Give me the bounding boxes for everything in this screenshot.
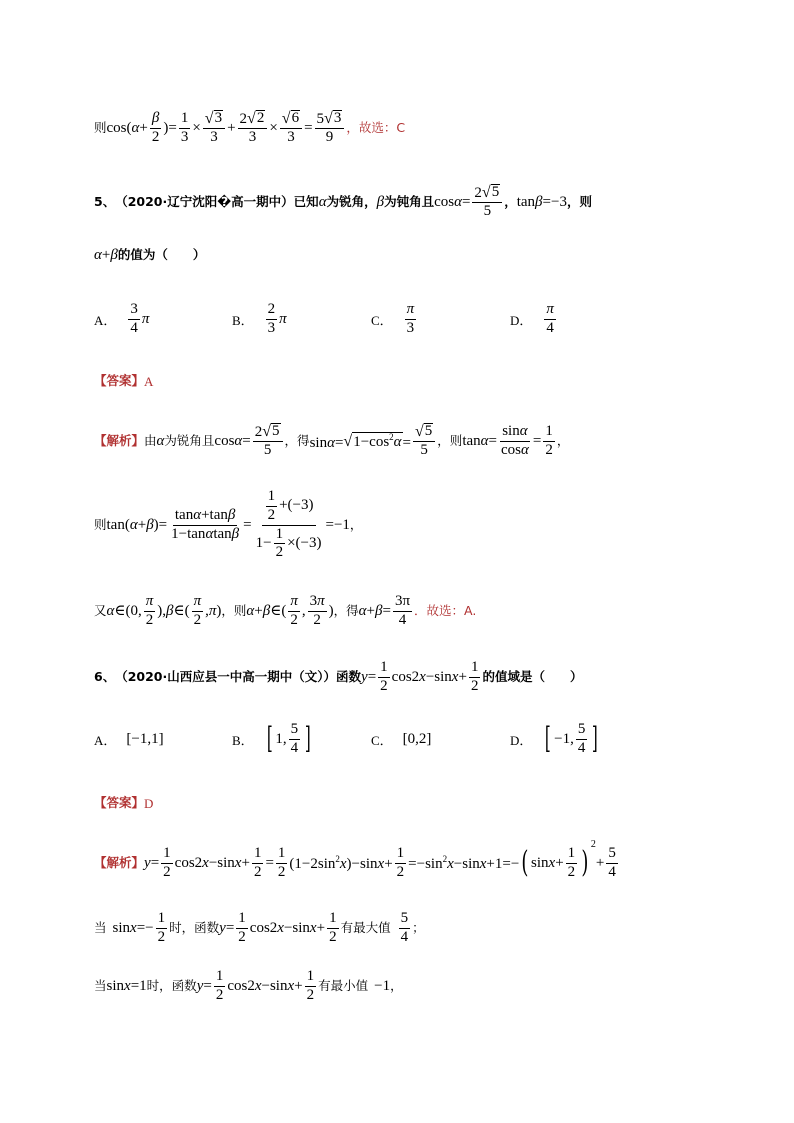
solution-line-2: 当 sinx=− $\frac{1}{2}$ 时，函数 y= $\frac{1}{2}$ cos2x−sinx+ $\frac{1}{2}$ 有最大值 $\frac{5}{4}$ ； — [94, 909, 425, 945]
option-b[interactable]: B． $\frac{2}{3}$ π — [232, 301, 287, 336]
text-suffix: ，故选：C — [346, 119, 406, 135]
answer-value: D — [144, 795, 154, 811]
solution-line-2: 则 tan(α+β)= $\frac{\tan\alpha+\tan\beta}{1-\tan\alpha\tan\beta}$ = $\frac{1}{2}$ +(−3) 1− $\frac{1}{2}$ ×(−3) =−1 ， — [94, 488, 363, 561]
question-5-line-2: α + β 的值为（ ） — [94, 246, 206, 263]
option-a[interactable]: A． [−1,1] — [94, 731, 164, 748]
answer-label: 【答案】 — [94, 372, 145, 388]
option-c[interactable]: C． $\frac{\pi}{3}$ — [371, 301, 415, 336]
option-b[interactable]: B． [ 1, $\frac{5}{4}$ ] — [232, 721, 311, 757]
solution-line-3: 又 α ∈(0, $\frac{\pi}{2}$ ), β ∈( $\frac{\pi}{2}$ ,π) ，则 α + β ∈( $\frac{\pi}{2}$ , $\frac{3\pi}{2}$ ) ，得 α + β = $\frac{3\pi}{4}$ ．故选：A. — [94, 592, 477, 628]
solution-label: 【解析】 — [94, 854, 145, 870]
solution-line-3: 当 sinx=1 时，函数 y= $\frac{1}{2}$ cos2x−sinx+ $\frac{1}{2}$ 有最小值 −1 ， — [94, 967, 403, 1003]
question-6-line-1: 6、 （2020·山西应县一中高一期中（文）） 函数 y= $\frac{1}{2}$ cos2x−sinx+ $\frac{1}{2}$ 的值域是（ ） — [94, 658, 583, 694]
answer-value: A — [144, 373, 154, 389]
question-number: 5、 — [94, 193, 116, 209]
solution-label: 【解析】 — [94, 432, 145, 448]
solution-line-cos-sum: 则 cos(α+ $\frac{\beta}{2}$ )= $\frac{1}{3}$ × √ 3 3 + 2 √ 2 3 × √ 6 3 = 5 √ 3 9 ，故选：C — [94, 109, 406, 146]
question-source: （2020·辽宁沈阳�高一期中） — [115, 193, 294, 209]
solution-line-1: 【解析】 由 α 为锐角且 cosα= 2 √ 5 5 ，得 sinα= √ $1-\cos^2\alpha$ = √ 5 5 ，则 tanα= $\frac{\sin\alpha}{\cos\alpha}$ = $\frac{1}{2}$ ， — [94, 422, 570, 459]
question-number: 6、 — [94, 668, 116, 684]
option-a[interactable]: A． $\frac{3}{4}$ π — [94, 301, 150, 336]
answer-label: 【答案】 — [94, 794, 145, 810]
option-d[interactable]: D． $\frac{\pi}{4}$ — [510, 301, 554, 336]
answer-line — [94, 372, 153, 390]
solution-line-1: 【解析】 y= $\frac{1}{2}$ cos2x−sinx+ $\frac{1}{2}$ = $\frac{1}{2}$ $(1-2\sin^2x)-\sin x+$ $\frac{1}{2}$ $=-\sin^2x-\sin x+1=-$ ( sinx+ $\frac{1}{2}$ ) 2 + $\frac{5}{4}$ — [94, 839, 616, 880]
question-5-line-1: 5、 （2020·辽宁沈阳�高一期中） 已知 α 为锐角， β 为钝角且 cosα= 2 √ 5 5 ， tanβ=−3 ，则 — [94, 183, 592, 220]
option-c[interactable]: C． [0,2] — [371, 731, 432, 748]
text-prefix: 则 — [94, 119, 107, 135]
answer-line — [94, 794, 153, 812]
question-source: （2020·山西应县一中高一期中（文）） — [115, 668, 336, 684]
option-d[interactable]: D． [ −1, $\frac{5}{4}$ ] — [510, 721, 599, 757]
